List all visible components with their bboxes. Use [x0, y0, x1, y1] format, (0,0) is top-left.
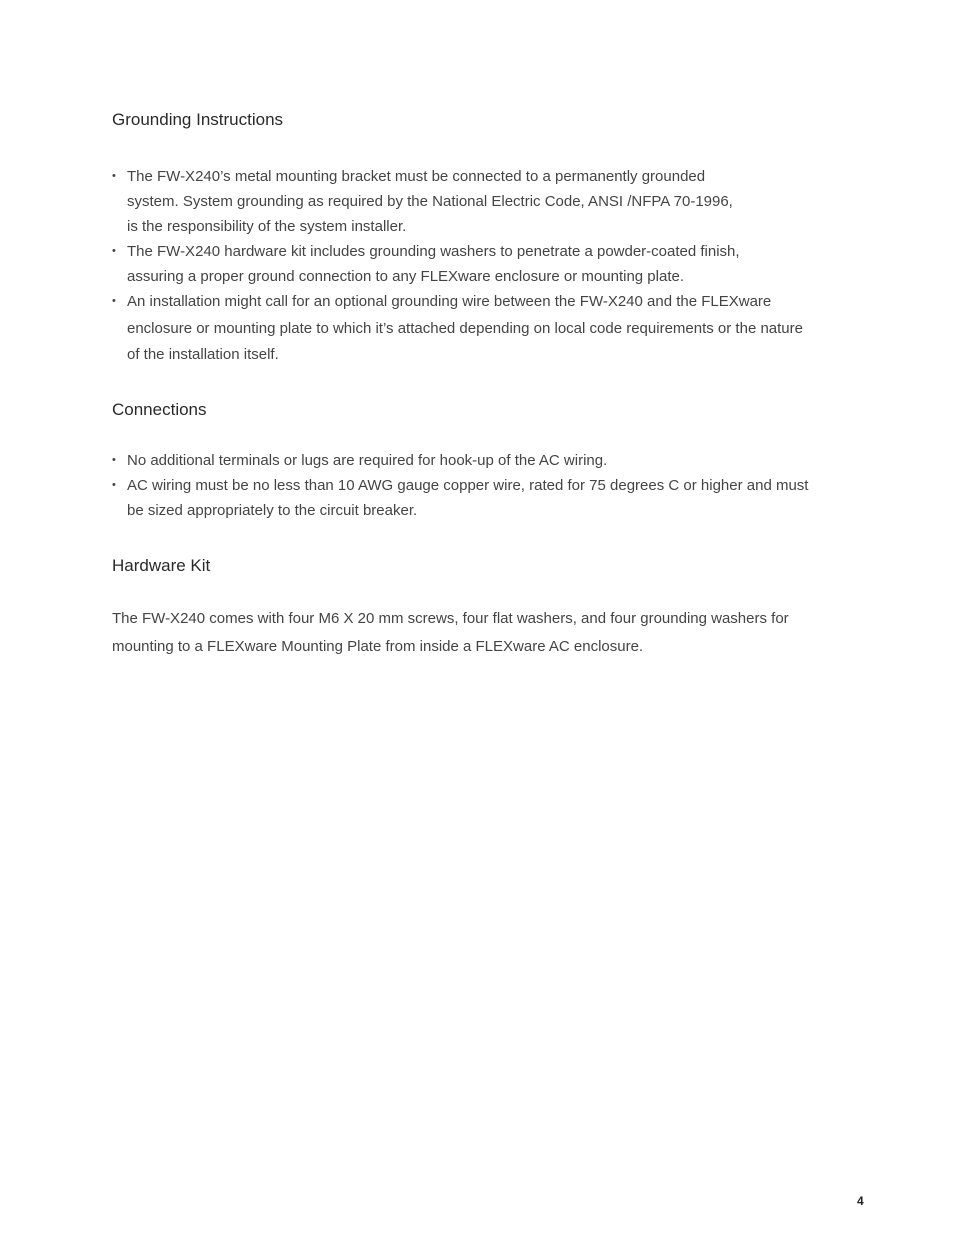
list-item — [112, 289, 817, 369]
bullet-icon: • — [112, 454, 116, 466]
list-item — [112, 473, 812, 523]
bullet-icon: • — [112, 295, 116, 307]
page-number: 4 — [857, 1194, 864, 1208]
list-item — [112, 239, 777, 289]
list-item-text: The FW-X240’s metal mounting bracket must be connected to a permanently grounded system. System grounding as required by the National Electric Code, ANSI /NFPA 70-1996, is the responsibility of the system installer. — [127, 168, 733, 235]
hardware-kit-section — [112, 555, 812, 661]
hardware-kit-paragraph: The FW-X240 comes with four M6 X 20 mm screws, four flat washers, and four grounding washers for mounting to a FLEXware Mounting Plate from inside a FLEXware AC enclosure. — [112, 610, 789, 655]
list-item — [112, 164, 747, 239]
bullet-icon: • — [112, 245, 116, 257]
connections-list — [112, 448, 812, 523]
list-item-text: AC wiring must be no less than 10 AWG gauge copper wire, rated for 75 degrees C or higher and must be sized appropriately to the circuit breaker. — [127, 477, 809, 519]
connections-section — [112, 399, 812, 523]
bullet-icon: • — [112, 170, 116, 182]
grounding-heading: Grounding Instructions — [112, 110, 284, 129]
list-item-text: An installation might call for an optional grounding wire between the FW-X240 and the FLEXware enclosure or mounting plate to which it’s attached depending on local code requirements or the nature of the installation itself. — [127, 293, 803, 363]
hardware-kit-heading: Hardware Kit — [112, 556, 211, 575]
list-item — [112, 448, 817, 473]
bullet-icon: • — [112, 479, 116, 491]
grounding-section — [112, 109, 812, 369]
grounding-list — [112, 164, 812, 369]
list-item-text: No additional terminals or lugs are required for hook-up of the AC wiring. — [127, 452, 608, 469]
list-item-text: The FW-X240 hardware kit includes grounding washers to penetrate a powder-coated finish, assuring a proper ground connection to any FLEXware enclosure or mounting plate. — [127, 243, 740, 285]
connections-heading: Connections — [112, 400, 207, 419]
